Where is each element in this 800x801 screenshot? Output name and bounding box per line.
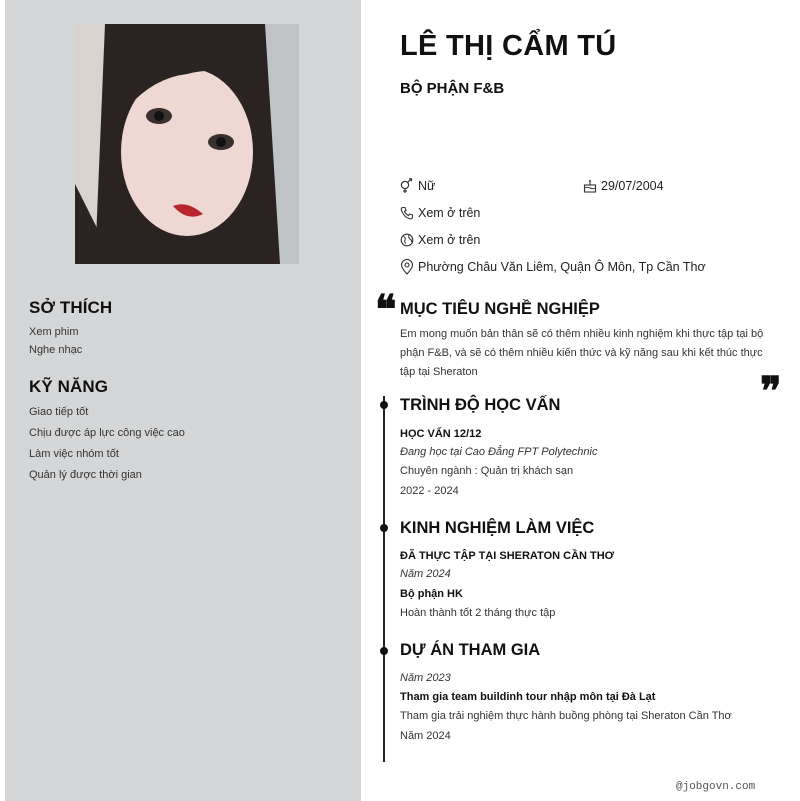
skill-item: Quản lý được thời gian: [29, 469, 142, 481]
website-value: Xem ở trên: [418, 233, 481, 247]
education-major: Chuyên ngành : Quản trị khách sạn: [400, 465, 574, 477]
address-row: [399, 259, 706, 275]
education-title: TRÌNH ĐỘ HỌC VẤN: [400, 396, 561, 414]
hobby-item: Nghe nhạc: [29, 344, 83, 356]
hobby-item: Xem phim: [29, 326, 79, 338]
experience-detail: Hoàn thành tốt 2 tháng thực tập: [400, 607, 556, 619]
timeline-line: [383, 396, 385, 762]
skill-item: Giao tiếp tốt: [29, 406, 89, 418]
gender-value: Nữ: [418, 179, 436, 193]
project-year-2: Năm 2024: [400, 730, 451, 742]
project-detail: Tham gia trải nghiệm thực hành buồng phòng tại Sheraton Cần Thơ: [400, 710, 732, 722]
cake-icon: [582, 178, 598, 194]
projects-title: DỰ ÁN THAM GIA: [400, 641, 541, 659]
watermark: @jobgovn.com: [676, 781, 756, 793]
project-year: Năm 2023: [400, 672, 451, 684]
objective-text: Em mong muốn bản thân sẽ có thêm nhiều kinh nghiệm khi thực tập tại bộ phận F&B, và sẽ có thêm nhiều kiến thức và kỹ năng sau khi kết thúc thực tập tại Sheraton: [400, 328, 764, 378]
profile-photo: [75, 24, 299, 264]
skill-item: Làm việc nhóm tốt: [29, 448, 119, 460]
phone-icon: [399, 205, 415, 221]
hobbies-title: SỞ THÍCH: [29, 298, 113, 317]
skill-item: Chịu được áp lực công việc cao: [29, 427, 185, 439]
objective-title: MỤC TIÊU NGHỀ NGHIỆP: [400, 300, 600, 318]
address-value: Phường Châu Văn Liêm, Quận Ô Môn, Tp Cần Thơ: [418, 260, 706, 274]
education-years: 2022 - 2024: [400, 485, 459, 497]
timeline-dot: [380, 524, 388, 532]
birthdate-value: 29/07/2004: [601, 179, 664, 193]
experience-year: Năm 2024: [400, 568, 451, 580]
candidate-name: LÊ THỊ CẨM TÚ: [400, 30, 617, 62]
project-name: Tham gia team buildinh tour nhập môn tại Đà Lạt: [400, 691, 656, 703]
website-row: [399, 232, 480, 248]
open-quote-icon: ❝: [375, 286, 397, 333]
experience-title: KINH NGHIỆM LÀM VIỆC: [400, 519, 595, 537]
location-pin-icon: [399, 259, 415, 275]
education-level: HỌC VẤN 12/12: [400, 428, 482, 440]
phone-row: [399, 205, 480, 221]
gender-icon: [399, 178, 415, 194]
timeline-dot: [380, 401, 388, 409]
gender-row: [399, 178, 435, 194]
timeline-dot: [380, 647, 388, 655]
skills-title: KỸ NĂNG: [29, 377, 109, 396]
phone-value: Xem ở trên: [418, 206, 481, 220]
close-quote-icon: ❞: [760, 368, 782, 415]
experience-position: ĐÃ THỰC TẬP TẠI SHERATON CẦN THƠ: [400, 550, 615, 562]
department: BỘ PHẬN F&B: [400, 80, 505, 97]
experience-unit: Bộ phận HK: [400, 588, 463, 600]
globe-icon: [399, 232, 415, 248]
birthdate-row: [582, 178, 664, 194]
education-school: Đang học tại Cao Đẳng FPT Polytechnic: [400, 446, 598, 458]
